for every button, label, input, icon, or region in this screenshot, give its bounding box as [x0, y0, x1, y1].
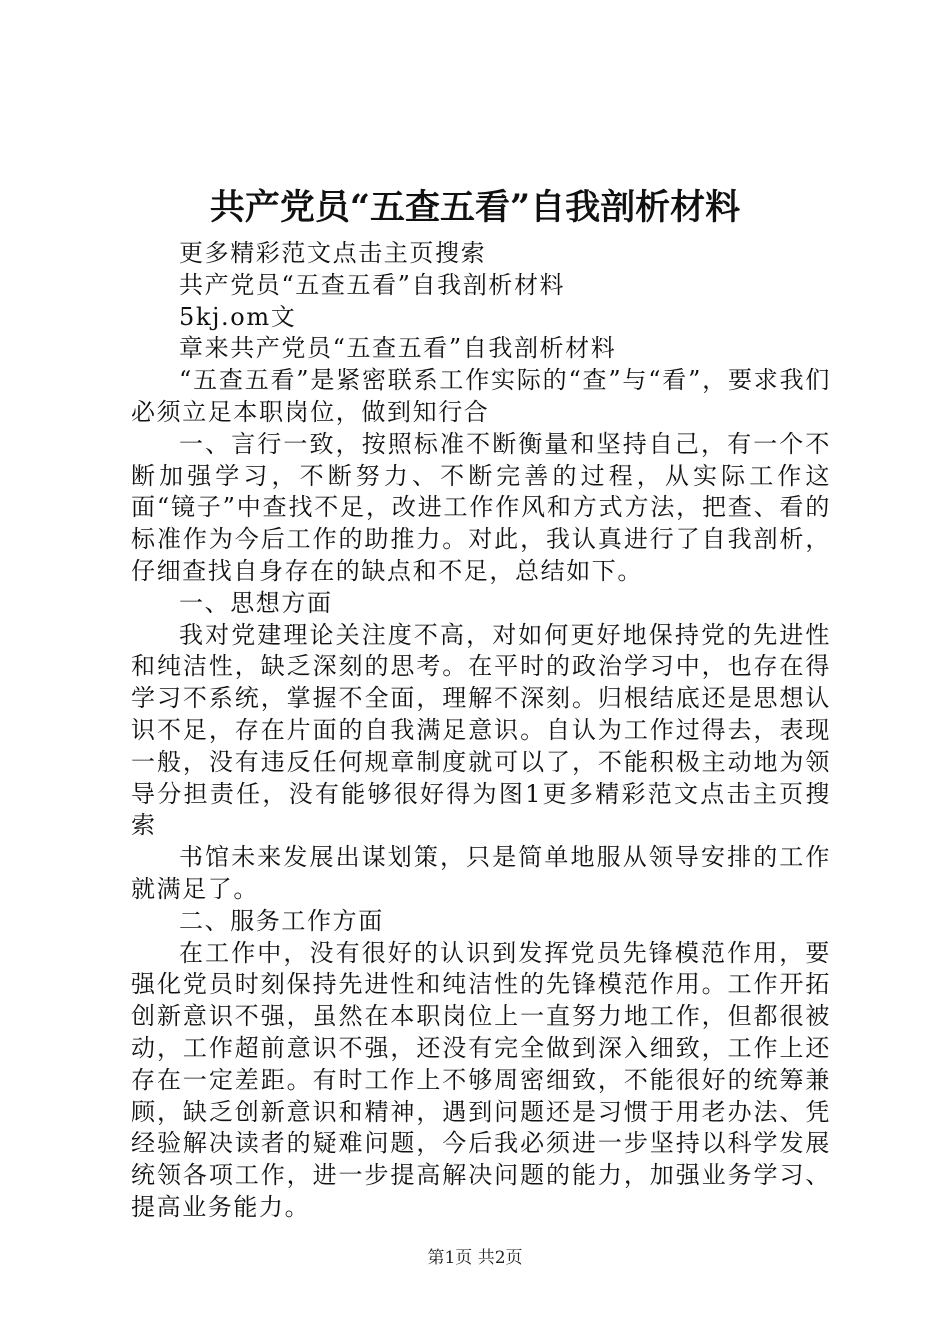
section-heading-service: 二、服务工作方面 [179, 906, 384, 935]
section-heading-thought: 一、思想方面 [179, 588, 333, 617]
text-line-subtitle: 共产党员“五查五看”自我剖析材料 [179, 270, 566, 299]
document-title: 共产党员“五查五看”自我剖析材料 [209, 187, 741, 228]
page-number-footer: 第1页 共2页 [427, 1248, 523, 1268]
text-line-article-source: 章来共产党员“五查五看”自我剖析材料 [179, 334, 617, 363]
paragraph-thought: 我对党建理论关注度不高，对如何更好地保持党的先进性和纯洁性，缺乏深刻的思考。在平时的政治学习中，也存在得学习不系统，掌握不全面，理解不深刻。归根结底还是思想认识不足，存在片面的自我满足意识。自认为工作过得去，表现一般，没有违反任何规章制度就可以了，不能积极主动地为领导分担责任，没有能够很好得为图1更多精彩范文点击主页搜索 [131, 620, 831, 840]
paragraph-overview: 一、言行一致，按照标准不断衡量和坚持自己，有一个不断加强学习，不断努力、不断完善的过程，从实际工作这面“镜子”中查找不足，改进工作作风和方式方法，把查、看的标准作为今后工作的助推力。对此，我认真进行了自我剖析，仔细查找自身存在的缺点和不足，总结如下。 [131, 429, 831, 585]
paragraph-service: 在工作中，没有很好的认识到发挥党员先锋模范作用，要强化党员时刻保持先进性和纯洁性的先锋模范作用。工作开拓创新意识不强，虽然在本职岗位上一直努力地工作，但都很被动，工作超前意识不强，还没有完全做到深入细致，工作上还存在一定差距。有时工作上不够周密细致，不能很好的统筹兼顾，缺乏创新意识和精神，遇到问题还是习惯于用老办法、凭经验解决读者的疑难问题，今后我必须进一步坚持以科学发展统领各项工作，进一步提高解决问题的能力，加强业务学习、提高业务能力。 [131, 938, 831, 1221]
text-line-more-essays: 更多精彩范文点击主页搜索 [179, 239, 487, 267]
paragraph-thought-continued: 书馆未来发展出谋划策，只是简单地服从领导安排的工作就满足了。 [131, 843, 831, 903]
paragraph-intro: “五查五看”是紧密联系工作实际的“查”与“看”，要求我们必须立足本职岗位，做到知行合 [131, 366, 831, 426]
text-line-source: 5kj.om文 [179, 302, 297, 331]
document-body [131, 238, 831, 1224]
